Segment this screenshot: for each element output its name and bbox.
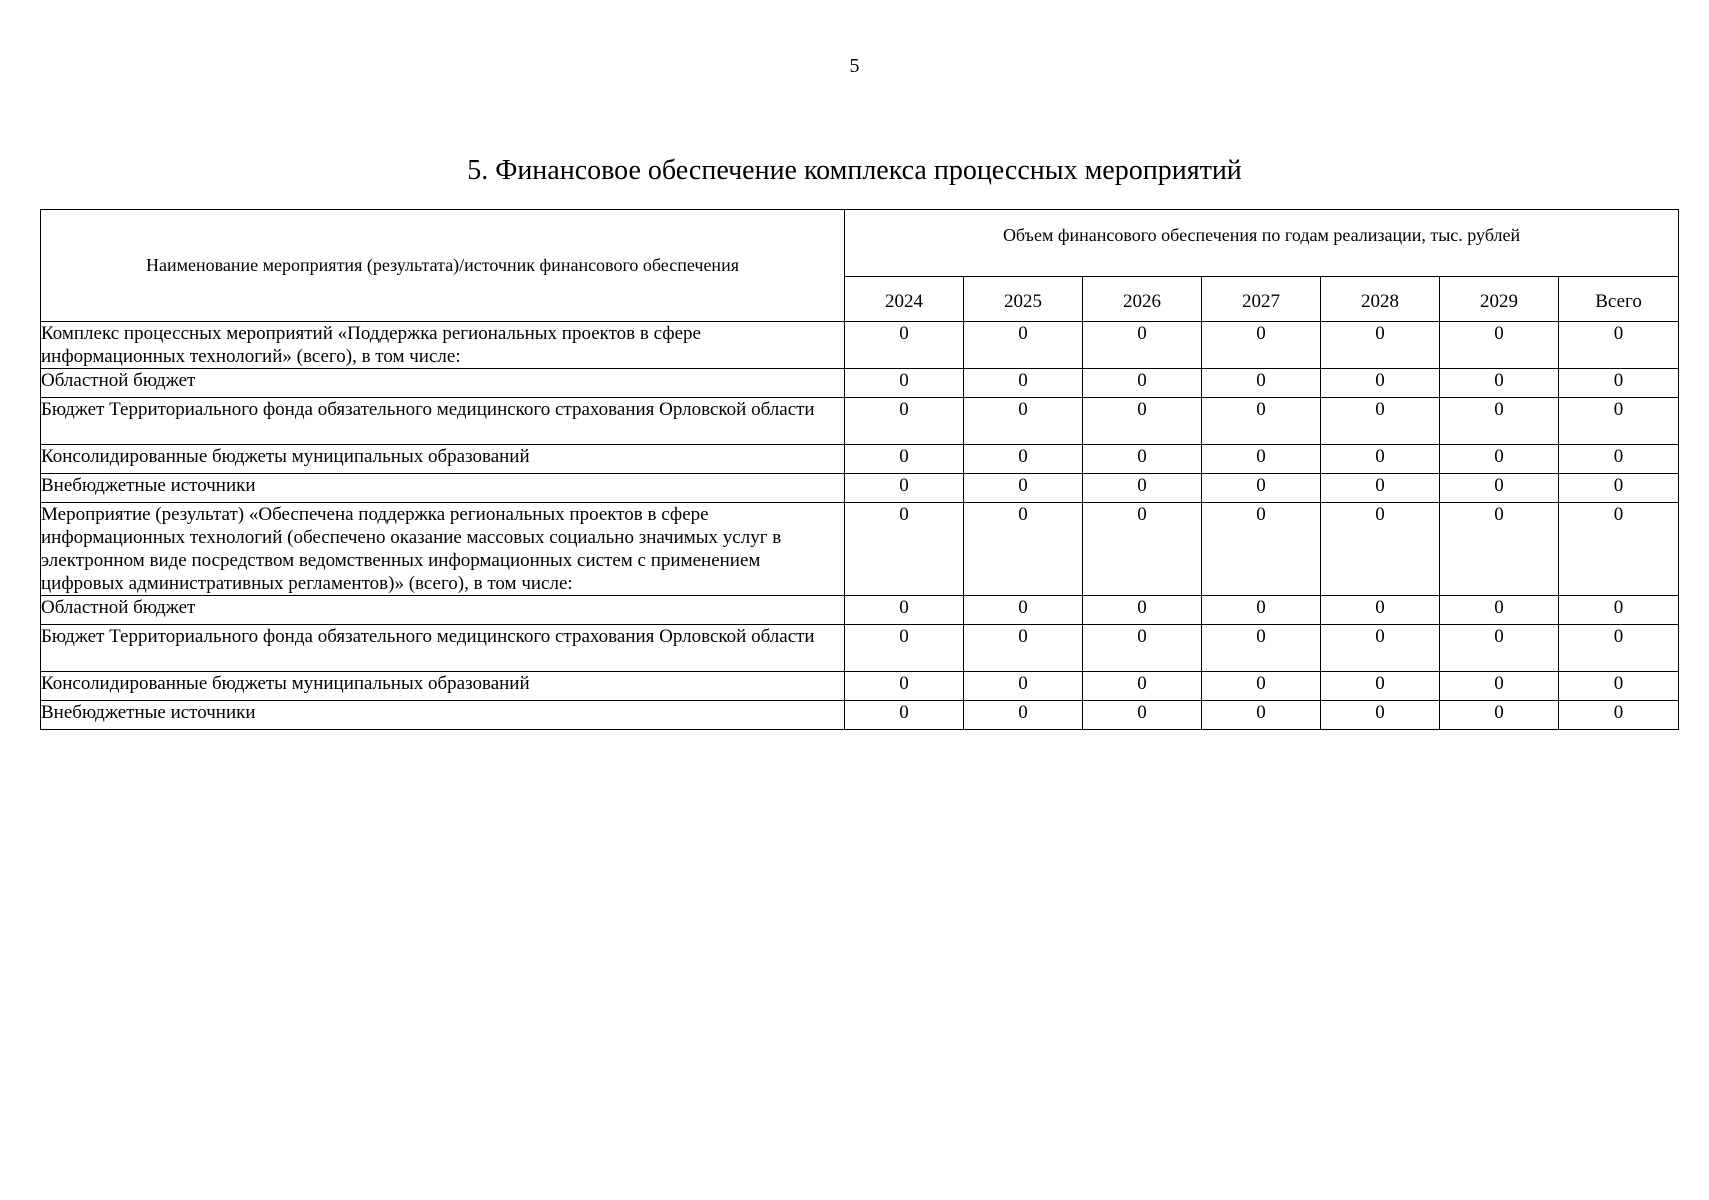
year-header-2024: 2024 bbox=[845, 277, 964, 322]
value-2029: 0 bbox=[1440, 503, 1559, 596]
value-total: 0 bbox=[1559, 672, 1679, 701]
value-2024: 0 bbox=[845, 596, 964, 625]
table-row bbox=[41, 322, 1679, 369]
table-row bbox=[41, 596, 1679, 625]
value-2029: 0 bbox=[1440, 474, 1559, 503]
value-2025: 0 bbox=[964, 398, 1083, 445]
value-2029: 0 bbox=[1440, 445, 1559, 474]
value-2026: 0 bbox=[1083, 369, 1202, 398]
row-name: Областной бюджет bbox=[41, 369, 845, 398]
value-2029: 0 bbox=[1440, 322, 1559, 369]
value-2028: 0 bbox=[1321, 625, 1440, 672]
table-row bbox=[41, 625, 1679, 672]
value-2027: 0 bbox=[1202, 474, 1321, 503]
value-2027: 0 bbox=[1202, 503, 1321, 596]
value-2026: 0 bbox=[1083, 672, 1202, 701]
value-2024: 0 bbox=[845, 625, 964, 672]
row-name: Консолидированные бюджеты муниципальных образований bbox=[41, 672, 845, 701]
table-row bbox=[41, 398, 1679, 445]
value-2025: 0 bbox=[964, 445, 1083, 474]
value-total: 0 bbox=[1559, 322, 1679, 369]
value-2028: 0 bbox=[1321, 672, 1440, 701]
value-2028: 0 bbox=[1321, 398, 1440, 445]
table-row bbox=[41, 503, 1679, 596]
value-2028: 0 bbox=[1321, 369, 1440, 398]
value-2026: 0 bbox=[1083, 474, 1202, 503]
value-2029: 0 bbox=[1440, 625, 1559, 672]
value-2026: 0 bbox=[1083, 503, 1202, 596]
value-2029: 0 bbox=[1440, 701, 1559, 730]
value-total: 0 bbox=[1559, 701, 1679, 730]
value-2027: 0 bbox=[1202, 322, 1321, 369]
value-2026: 0 bbox=[1083, 596, 1202, 625]
value-2025: 0 bbox=[964, 625, 1083, 672]
value-2026: 0 bbox=[1083, 701, 1202, 730]
value-2024: 0 bbox=[845, 503, 964, 596]
value-2024: 0 bbox=[845, 369, 964, 398]
page-title: 5. Финансовое обеспечение комплекса процессных мероприятий bbox=[467, 155, 1242, 186]
row-name: Комплекс процессных мероприятий «Поддержка региональных проектов в сфере информационных технологий» (всего), в том числе: bbox=[41, 322, 845, 369]
financing-table bbox=[40, 209, 1679, 730]
value-2026: 0 bbox=[1083, 625, 1202, 672]
row-name: Мероприятие (результат) «Обеспечена поддержка региональных проектов в сфере информационных технологий (обеспечено оказание массовых социально значимых услуг в электронном виде посредством ведомственных информационных систем с применением цифровых административных регламентов)» (всего), в том числе: bbox=[41, 503, 845, 596]
value-total: 0 bbox=[1559, 474, 1679, 503]
row-name: Консолидированные бюджеты муниципальных образований bbox=[41, 445, 845, 474]
value-2024: 0 bbox=[845, 398, 964, 445]
row-name: Бюджет Территориального фонда обязательного медицинского страхования Орловской области bbox=[41, 625, 845, 672]
value-total: 0 bbox=[1559, 398, 1679, 445]
value-2027: 0 bbox=[1202, 625, 1321, 672]
value-2024: 0 bbox=[845, 322, 964, 369]
value-2025: 0 bbox=[964, 701, 1083, 730]
table-row bbox=[41, 701, 1679, 730]
year-header-2028: 2028 bbox=[1321, 277, 1440, 322]
row-name: Внебюджетные источники bbox=[41, 474, 845, 503]
page-number: 5 bbox=[849, 55, 860, 77]
value-2029: 0 bbox=[1440, 672, 1559, 701]
value-2027: 0 bbox=[1202, 445, 1321, 474]
value-2025: 0 bbox=[964, 369, 1083, 398]
table-row bbox=[41, 445, 1679, 474]
value-2027: 0 bbox=[1202, 672, 1321, 701]
value-2027: 0 bbox=[1202, 701, 1321, 730]
value-2026: 0 bbox=[1083, 445, 1202, 474]
year-header-2026: 2026 bbox=[1083, 277, 1202, 322]
value-total: 0 bbox=[1559, 503, 1679, 596]
value-2028: 0 bbox=[1321, 596, 1440, 625]
value-2029: 0 bbox=[1440, 596, 1559, 625]
header-row-top bbox=[41, 210, 1679, 277]
value-2027: 0 bbox=[1202, 596, 1321, 625]
name-column-header: Наименование мероприятия (результата)/источник финансового обеспечения bbox=[41, 210, 845, 322]
value-2024: 0 bbox=[845, 672, 964, 701]
year-header-2027: 2027 bbox=[1202, 277, 1321, 322]
value-2028: 0 bbox=[1321, 445, 1440, 474]
value-total: 0 bbox=[1559, 625, 1679, 672]
value-2024: 0 bbox=[845, 445, 964, 474]
value-2029: 0 bbox=[1440, 369, 1559, 398]
table-row bbox=[41, 474, 1679, 503]
value-2025: 0 bbox=[964, 322, 1083, 369]
value-2024: 0 bbox=[845, 474, 964, 503]
total-header: Всего bbox=[1559, 277, 1679, 322]
row-name: Бюджет Территориального фонда обязательного медицинского страхования Орловской области bbox=[41, 398, 845, 445]
value-2026: 0 bbox=[1083, 322, 1202, 369]
value-2025: 0 bbox=[964, 672, 1083, 701]
value-2029: 0 bbox=[1440, 398, 1559, 445]
volume-column-header: Объем финансового обеспечения по годам реализации, тыс. рублей bbox=[845, 210, 1679, 277]
value-total: 0 bbox=[1559, 445, 1679, 474]
value-2025: 0 bbox=[964, 503, 1083, 596]
year-header-2029: 2029 bbox=[1440, 277, 1559, 322]
value-2028: 0 bbox=[1321, 474, 1440, 503]
value-total: 0 bbox=[1559, 369, 1679, 398]
value-2027: 0 bbox=[1202, 369, 1321, 398]
value-2024: 0 bbox=[845, 701, 964, 730]
value-2028: 0 bbox=[1321, 701, 1440, 730]
value-2025: 0 bbox=[964, 596, 1083, 625]
table-row bbox=[41, 672, 1679, 701]
year-header-2025: 2025 bbox=[964, 277, 1083, 322]
table-row bbox=[41, 369, 1679, 398]
value-2025: 0 bbox=[964, 474, 1083, 503]
value-2028: 0 bbox=[1321, 322, 1440, 369]
row-name: Областной бюджет bbox=[41, 596, 845, 625]
value-total: 0 bbox=[1559, 596, 1679, 625]
row-name: Внебюджетные источники bbox=[41, 701, 845, 730]
value-2027: 0 bbox=[1202, 398, 1321, 445]
value-2028: 0 bbox=[1321, 503, 1440, 596]
value-2026: 0 bbox=[1083, 398, 1202, 445]
